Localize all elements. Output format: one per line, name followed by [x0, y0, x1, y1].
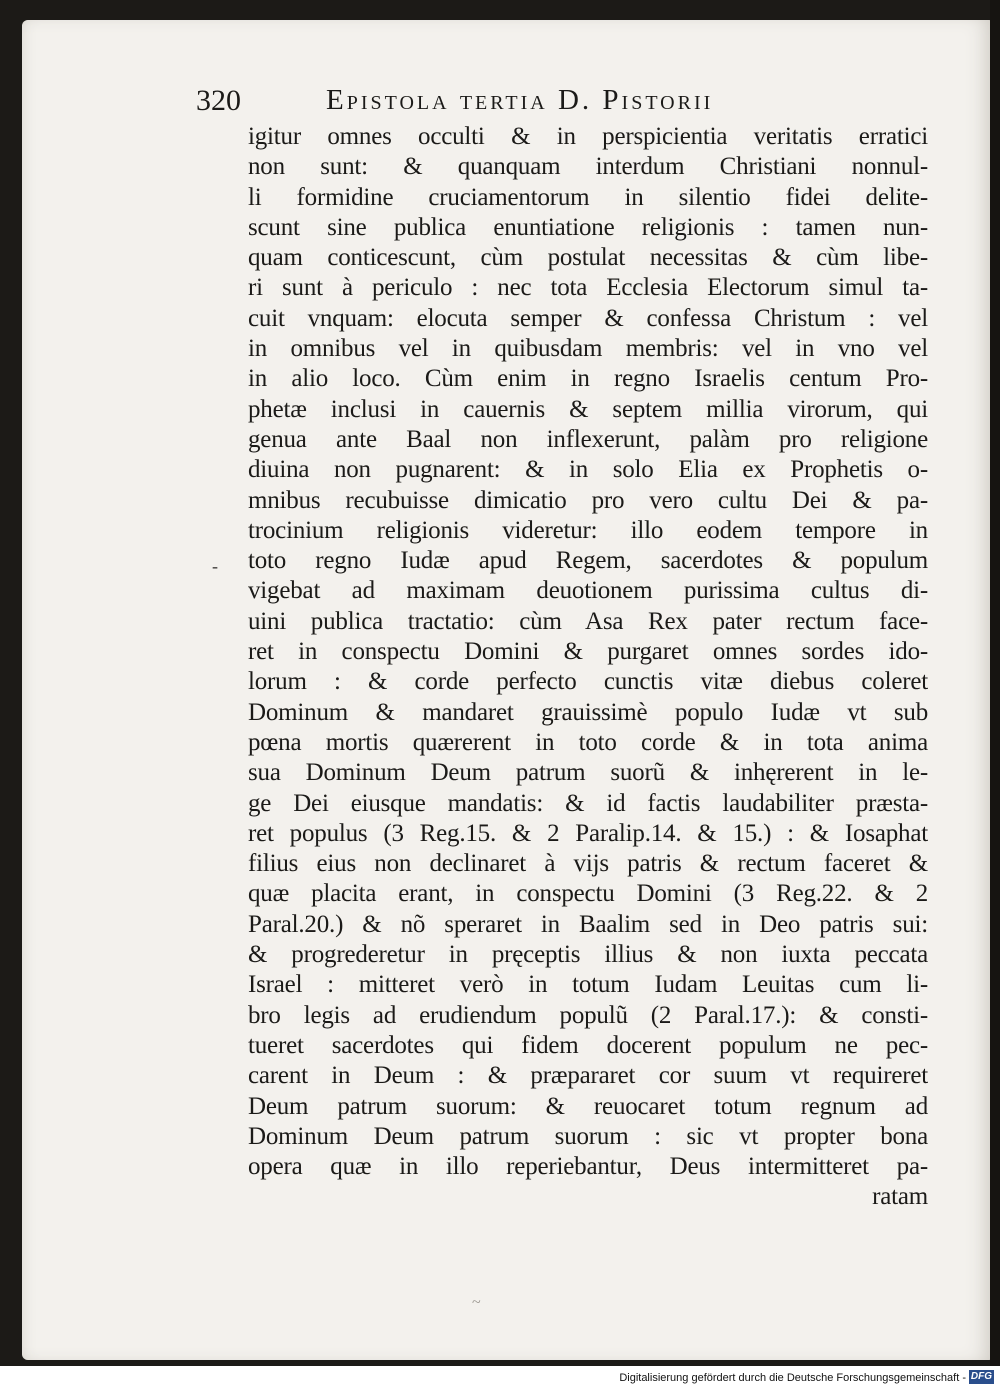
text-line: bro legis ad erudiendum populũ (2 Paral.17.): & consti-	[248, 1001, 928, 1029]
text-line: phetæ inclusi in cauernis & septem millia virorum, qui	[248, 395, 928, 423]
text-line: & progrederetur in pręceptis illius & non iuxta peccata	[248, 941, 928, 969]
text-line: genua ante Baal non inflexerunt, palàm pro religione	[248, 425, 928, 453]
text-line: ret in conspectu Domini & purgaret omnes sordes ido-	[248, 638, 928, 666]
text-line: scunt sine publica enuntiatione religionis : tamen nun-	[248, 213, 928, 241]
text-line: in alio loco. Cùm enim in regno Israelis centum Pro-	[248, 365, 928, 393]
text-line: mnibus recubuisse dimicatio pro vero cultu Dei & pa-	[248, 486, 928, 514]
text-line: Dominum & mandaret grauissimè populo Iudæ vt sub	[248, 698, 928, 726]
text-line: sua Dominum Deum patrum suorũ & inhęrerent in le-	[248, 759, 928, 787]
text-line: Dominum Deum patrum suorum : sic vt propter bona	[248, 1122, 928, 1150]
text-line: trocinium religionis videretur: illo eodem tempore in	[248, 516, 928, 544]
text-line: filius eius non declinaret à vijs patris & rectum faceret &	[248, 850, 928, 878]
text-line: vigebat ad maximam deuotionem purissima cultus di-	[248, 577, 928, 605]
dfg-logo: DFG	[970, 1371, 992, 1382]
ink-smudge: ~	[472, 1294, 481, 1311]
text-line: ratam	[872, 1183, 928, 1211]
text-line: tueret sacerdotes qui fidem docerent populum ne pec-	[248, 1031, 928, 1059]
text-line: li formidine cruciamentorum in silentio fidei delite-	[248, 183, 928, 211]
page-number: 320	[196, 84, 241, 117]
text-line: uini publica tractatio: cùm Asa Rex pater rectum face-	[248, 607, 928, 635]
text-line: Deum patrum suorum: & reuocaret totum regnum ad	[248, 1092, 928, 1120]
text-line: Israel : mitteret verò in totum Iudam Leuitas cum li-	[248, 971, 928, 999]
text-line: toto regno Iudæ apud Regem, sacerdotes & populum	[248, 547, 928, 575]
text-line: ret populus (3 Reg.15. & 2 Paralip.14. & 15.) : & Iosaphat	[248, 819, 928, 847]
running-head	[196, 84, 886, 120]
text-line: carent in Deum : & præpararet cor suum vt requireret	[248, 1062, 928, 1090]
text-line: ri sunt à periculo : nec tota Ecclesia Electorum simul ta-	[248, 274, 928, 302]
text-line: in omnibus vel in quibusdam membris: vel in vno vel	[248, 335, 928, 363]
text-line: pœna mortis quærerent in toto corde & in tota anima	[248, 728, 928, 756]
text-line: quæ placita erant, in conspectu Domini (3 Reg.22. & 2	[248, 880, 928, 908]
body-text	[248, 122, 928, 1213]
digitization-credit: Digitalisierung gefördert durch die Deutsche Forschungsgemeinschaft -	[619, 1372, 966, 1384]
text-line: quam conticescunt, cùm postulat necessitas & cùm libe-	[248, 244, 928, 272]
text-line: lorum : & corde perfecto cunctis vitæ diebus coleret	[248, 668, 928, 696]
text-line: diuina non pugnarent: & in solo Elia ex Prophetis o-	[248, 456, 928, 484]
text-line: ge Dei eiusque mandatis: & id factis laudabiliter præsta-	[248, 789, 928, 817]
text-line: opera quæ in illo reperiebantur, Deus intermitteret pa-	[248, 1153, 928, 1181]
text-line: cuit vnquam: elocuta semper & confessa Christum : vel	[248, 304, 928, 332]
scan-edge	[990, 0, 1000, 1366]
text-line: igitur omnes occulti & in perspicientia veritatis erratici	[248, 123, 928, 150]
text-line: Paral.20.) & nõ speraret in Baalim sed in Deo patris sui:	[248, 910, 928, 938]
text-line: non sunt: & quanquam interdum Christiani nonnul-	[248, 153, 928, 181]
margin-mark: -	[212, 556, 218, 576]
running-head-title: Epistola tertia D. Pistorii	[326, 84, 714, 116]
